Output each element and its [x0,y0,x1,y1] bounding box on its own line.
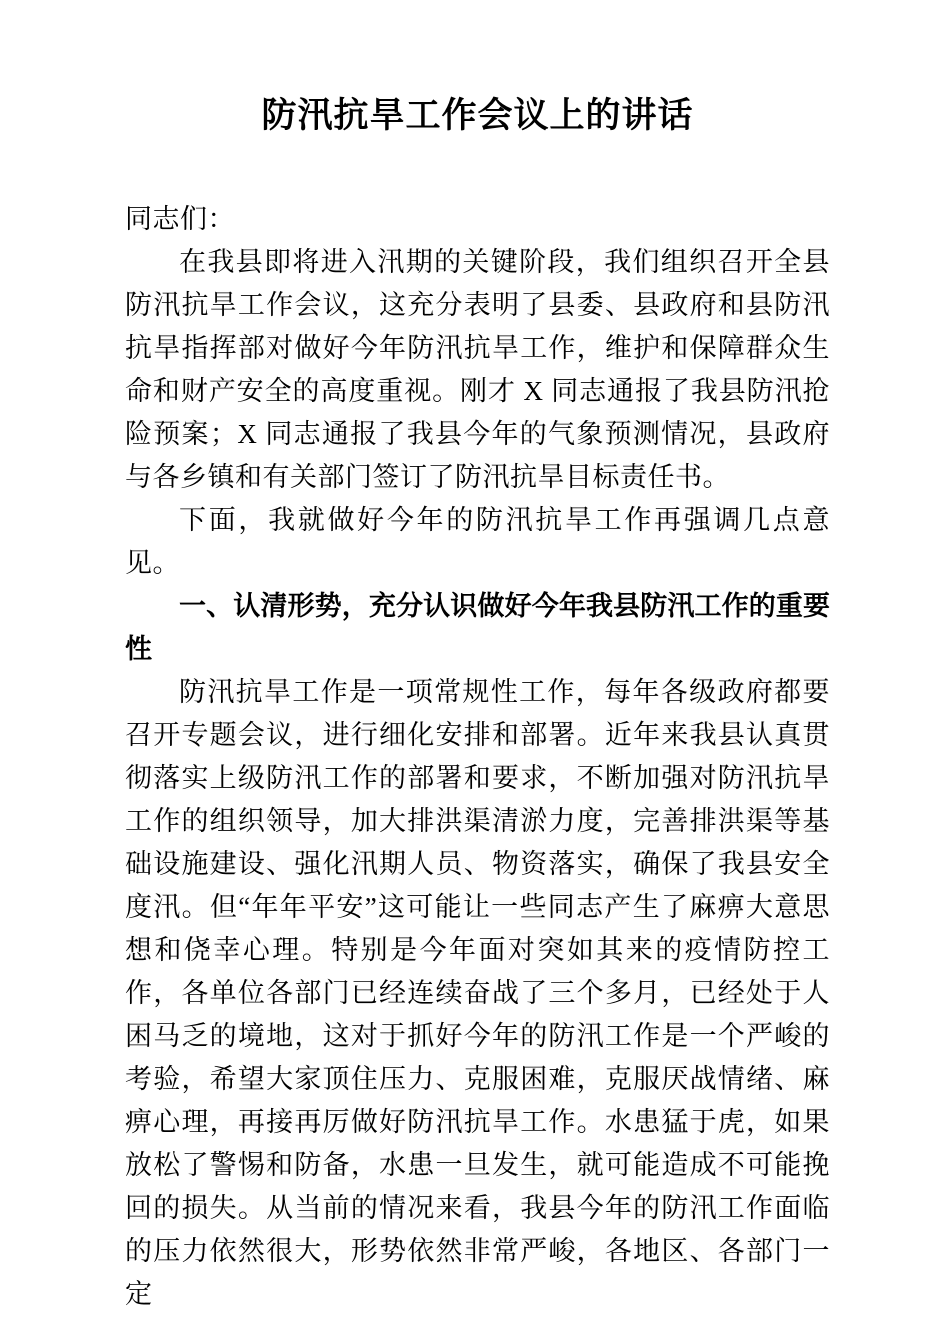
paragraph: 同志们： [125,204,235,234]
paragraph: 防汛抗旱工作是一项常规性工作，每年各级政府都要召开专题会议，进行细化安排和部署。近年来我县认真贯彻落实上级防汛工作的部署和要求，不断加强对防汛抗旱工作的组织领导，加大排洪渠清淤力度，完善排洪渠等基础设施建设、强化汛期人员、物资落实，确保了我县安全度汛。但“年年平安”这可能让一些同志产生了麻痹大意思想和侥幸心理。特别是今年面对突如其来的疫情防控工作，各单位各部门已经连续奋战了三个多月，已经处于人困马乏的境地，这对于抓好今年的防汛工作是一个严峻的考验，希望大家顶住压力、克服困难，克服厌战情绪、麻痹心理，再接再厉做好防汛抗旱工作。水患猛于虎，如果放松了警惕和防备，水患一旦发生，就可能造成不可能挽回的损失。从当前的情况来看，我县今年的防汛工作面临的压力依然很大，形势依然非常严峻，各地区、各部门一定 [125,677,830,1309]
document-body [125,198,830,1316]
section-heading: 一、认清形势，充分认识做好今年我县防汛工作的重要性 [125,591,830,664]
paragraph: 下面，我就做好今年的防汛抗旱工作再强调几点意见。 [125,505,830,578]
document-title: 防汛抗旱工作会议上的讲话 [261,96,694,135]
paragraph: 在我县即将进入汛期的关键阶段，我们组织召开全县防汛抗旱工作会议，这充分表明了县委、县政府和县防汛抗旱指挥部对做好今年防汛抗旱工作，维护和保障群众生命和财产安全的高度重视。刚才 X 同志通报了我县防汛抢险预案；X 同志通报了我县今年的气象预测情况，县政府与各乡镇和有关部门签订了防汛抗旱目标责任书。 [125,247,830,492]
